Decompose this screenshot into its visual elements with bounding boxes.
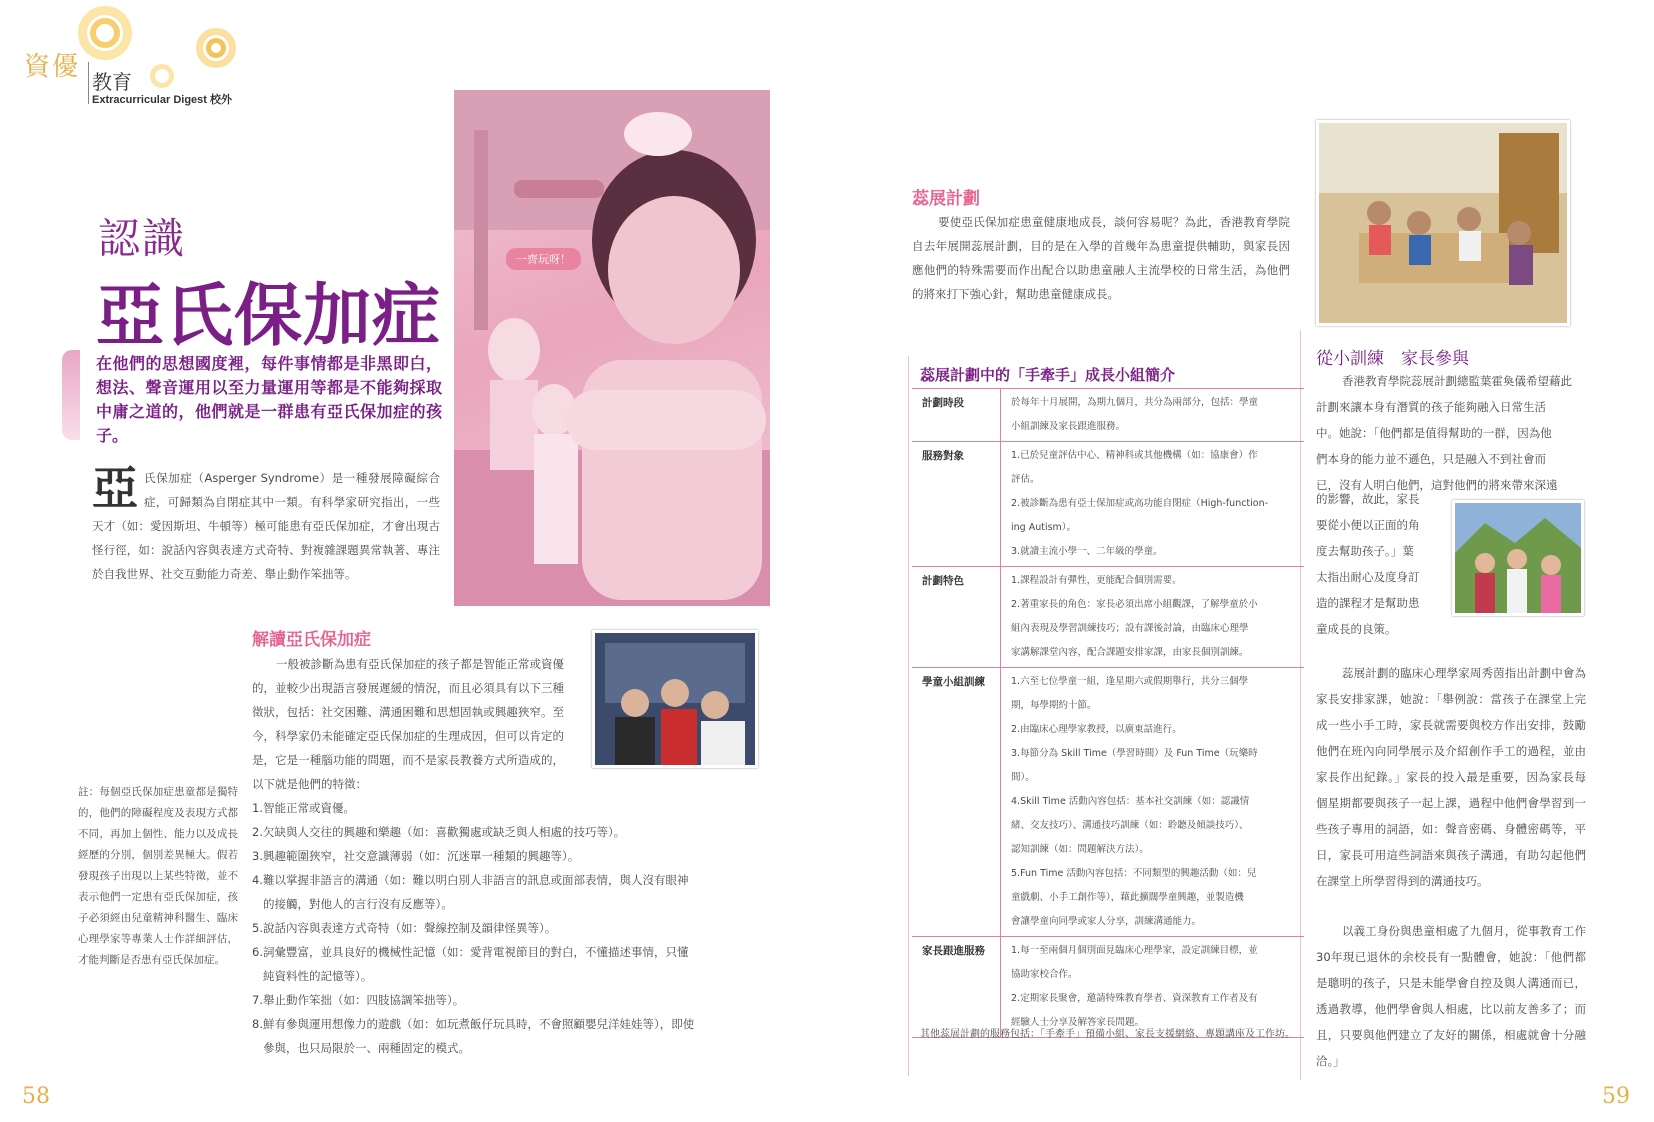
table-value-line: 3.就讀主流小學一、二年級的學童。: [1011, 546, 1163, 557]
table-value: [1000, 442, 1304, 566]
table-value-line: 1.已於兒童評估中心、精神科或其他機構（如：協康會）作: [1011, 450, 1258, 461]
table-value-line: 經驗人士分享及解答家長問題。: [1011, 1017, 1145, 1028]
table-value-line: 組內表現及學習訓練技巧；設有課後討論，由臨床心理學: [1011, 623, 1249, 634]
table-key: 計劃特色: [922, 575, 964, 587]
paragraph: 蕊展計劃的臨床心理學家周秀茵指出計劃中會為家長安排家課，她說：「舉例說：當孩子在課堂上完成一些小手工時，家長就需要與校方作出安排，鼓勵他們在班內向同學展示及介紹創作手工的過程，並由家長作出紀錄。」家長的投入最是重要，因為家長每個星期都要與孩子一起上課，過程中他們會學習到一些孩子專用的詞語，如：聲音密碼、身體密碼等，平日，家長可用這些詞語來與孩子溝通，有助勾起他們在課堂上所學習得到的溝通技巧。: [1316, 666, 1586, 888]
table-value: [1000, 567, 1304, 667]
table-row: [912, 389, 1304, 442]
magazine-subtitle: Extracurricular Digest 校外: [92, 94, 232, 106]
three-women-photo: [1452, 500, 1584, 616]
dropcap: 亞: [92, 461, 138, 515]
traits-list: [252, 796, 762, 1060]
girl-photo: [454, 90, 770, 606]
table-value-line: 1.課程設計有彈性，更能配合個別需要。: [1011, 575, 1182, 586]
table-value: [1000, 937, 1304, 1037]
table-value-line: 會讓學童向同學或家人分享，訓練溝通能力。: [1011, 916, 1202, 927]
footnote: 註：每個亞氏保加症患童都是獨特的，他們的障礙程度及表現方式都不同，再加上個性、能力以及成長經歷的分別，個別差異極大。假若發現孩子出現以上某些特徵，並不表示他們一定患有亞氏保加症，孩子必須經由兒童精神科醫生、臨床心理學家等專業人士作詳細評估，才能判斷是否患有亞氏保加症。: [78, 786, 238, 966]
table-value-line: 2.由臨床心理學家教授，以廣東話進行。: [1011, 724, 1182, 735]
table-value-line: 緒、交友技巧）、溝通技巧訓練（如：聆聽及傾談技巧）、: [1011, 820, 1249, 831]
section-body-narrow: [1316, 486, 1456, 642]
program-table: [912, 388, 1304, 1038]
children-class-photo: [592, 630, 758, 768]
column-divider: [908, 356, 909, 1076]
table-value-line: 3.每節分為 Skill Time（學習時間）及 Fun Time（玩樂時: [1011, 748, 1258, 759]
table-value-line: 1.每一至兩個月個別面見臨床心理學家，設定訓練目標，並: [1011, 945, 1258, 956]
table-value-line: 2.著重家長的角色：家長必須出席小組觀課，了解學童於小: [1011, 599, 1258, 610]
table-title: 蕊展計劃中的「手牽手」成長小組簡介: [920, 366, 1176, 384]
section-body-top: [1316, 368, 1586, 498]
table-key: 家長跟進服務: [922, 945, 985, 957]
table-note: 其他蕊展計劃的服務包括：「手牽手」預備小組、家長支援網絡、專題講座及工作坊。: [920, 1029, 1295, 1040]
article-title-line1: 認識: [98, 214, 187, 263]
text-line: 造的課程才是幫助患: [1316, 596, 1420, 610]
body-paragraph: [92, 461, 440, 586]
table-value-line: 2.被診斷為患有亞士保加症或高功能自閉症（High-function-: [1011, 498, 1269, 509]
trait-item: 的接觸，對他人的言行沒有反應等）。: [252, 897, 453, 911]
table-key: 服務對象: [922, 450, 964, 462]
trait-item: 2.欠缺與人交往的興趣和樂趣（如：喜歡獨處或缺乏與人相處的技巧等）。: [252, 825, 626, 839]
table-value-line: 4.Skill Time 活動內容包括：基本社交訓練（如：認識情: [1011, 796, 1250, 807]
table-value-line: 認知訓練（如：問題解決方法）。: [1011, 844, 1149, 855]
table-value-line: 2.定期家長聚會，邀請特殊教育學者、資深教育工作者及有: [1011, 993, 1258, 1004]
text-line: 童成長的良策。: [1316, 622, 1397, 636]
page-number-left: 58: [22, 1084, 50, 1109]
trait-item: 7.舉止動作笨拙（如：四肢協調笨拙等）。: [252, 993, 465, 1007]
table-key: 計劃時段: [922, 397, 964, 409]
text-line: 度去幫助孩子。」葉: [1316, 544, 1414, 558]
table-value: [1000, 668, 1304, 936]
table-value-line: 協助家校合作。: [1011, 969, 1078, 980]
speech-bubble: 一齊玩呀！: [506, 248, 581, 270]
table-value-line: 小組訓練及家長跟進服務。: [1011, 421, 1126, 432]
classroom-photo: [1316, 120, 1570, 326]
section-heading: 從小訓練 家長參與: [1316, 349, 1469, 369]
table-row: [912, 937, 1304, 1038]
table-row: [912, 668, 1304, 937]
table-value-line: 5.Fun Time 活動內容包括：不同類型的興趣活動（如：兒: [1011, 868, 1257, 879]
trait-item: 5.說話內容與表達方式奇特（如：聲線控制及韻律怪異等）。: [252, 921, 557, 935]
table-value: [1000, 389, 1304, 441]
table-value-line: 於每年十月展開，為期九個月，共分為兩部分，包括：學童: [1011, 397, 1259, 408]
header-divider: [88, 62, 89, 104]
paragraph: 以義工身份與患童相處了九個月，從事教育工作30年現已退休的余校長有一點體會，她說：「他們都是聰明的孩子，只是未能學會自控及與人溝通而已，透過教導，他們學會與人相處，比以前友善多了；而且，只要與他們建立了友好的關係，相處就會十分融洽。」: [1316, 924, 1586, 1068]
text-line: 香港教育學院蕊展計劃總監葉霍奐儀希望藉此: [1342, 374, 1572, 388]
text-line: 的影響，故此，家長: [1316, 492, 1420, 506]
table-value-line: ing Autism）。: [1011, 522, 1077, 533]
text-line: 要從小便以正面的角: [1316, 518, 1420, 532]
section-heading: 解讀亞氏保加症: [252, 630, 371, 650]
trait-item: 6.詞彙豐富，並具良好的機械性記憶（如：愛背電視節目的對白，不懂描述事情，只懂: [252, 945, 689, 959]
section-title-big: 資優: [24, 52, 81, 82]
table-value-line: 期，每學期約十節。: [1011, 700, 1097, 711]
section-body: 要使亞氏保加症患童健康地成長，談何容易呢？為此，香港教育學院自去年展開蕊展計劃，目的是在入學的首幾年為患童提供輔助，與家長因應他們的特殊需要而作出配合以助患童融人主流學校的日常生活，為他們的將來打下強心針，幫助患童健康成長。: [912, 215, 1290, 301]
body-text: 氏保加症（Asperger Syndrome）是一種發展障礙綜合症，可歸類為自閉症其中一類。有科學家研究指出，一些天才（如：愛因斯坦、牛頓等）極可能患有亞氏保加症，才會出現古怪行徑，如：說話內容與表達方式奇特、對複雜課題異常執著、專注於自我世界、社交互動能力奇差、舉止動作笨拙等。: [92, 471, 440, 581]
article-title-line2: 亞氏保加症: [96, 277, 442, 356]
table-value-line: 1.六至七位學童一組，逢星期六或假期舉行，共分三個學: [1011, 676, 1249, 687]
table-row: [912, 567, 1304, 668]
text-line: 們本身的能力並不遜色，只是融入不到社會而: [1316, 452, 1546, 466]
table-value-line: 家講解課堂內容，配合課題安排家課，由家長個別訓練。: [1011, 647, 1249, 658]
section-body: 一般被診斷為患有亞氏保加症的孩子都是智能正常或資優的，並較少出現語言發展遲緩的情況，而且必須具有以下三種徵狀，包括：社交困難、溝通困難和思想固執或興趣狹窄。至今，科學家仍未能確定亞氏保加症的生理成因，但可以肯定的是，它是一種腦功能的問題，而不是家長教養方式所造成的，以下就是他們的特徵：: [252, 657, 564, 791]
trait-item: 參與，也只局限於一、兩種固定的模式。: [252, 1041, 470, 1055]
text-line: 計劃來讓本身有潛質的孩子能夠融入日常生活: [1316, 400, 1546, 414]
text-line: 中。她說：「他們都是值得幫助的一群，因為他: [1316, 426, 1552, 440]
decor-ring: [90, 18, 120, 48]
intro-accent-bar: [62, 350, 80, 440]
table-value-line: 評估。: [1011, 474, 1040, 485]
intro-paragraph: 在他們的思想國度裡，每件事情都是非黑即白，想法、聲音運用以至力量運用等都是不能夠採取中庸之道的，他們就是一群患有亞氏保加症的孩子。: [96, 354, 442, 445]
table-key: 學童小組訓練: [922, 676, 985, 688]
trait-item: 純資料性的記憶等）。: [252, 969, 373, 983]
trait-item: 4.難以掌握非語言的溝通（如：難以明白別人非語言的訊息或面部表情，與人沒有眼神: [252, 873, 689, 887]
text-line: 太指出耐心及度身訂: [1316, 570, 1420, 584]
trait-item: 3.興趣範圍狹窄，社交意識薄弱（如：沉迷單一種類的興趣等）。: [252, 849, 580, 863]
text-line: 已，沒有人明白他們，這對他們的將來帶來深遠: [1316, 478, 1558, 492]
table-value-line: 間）。: [1011, 772, 1035, 783]
table-row: [912, 442, 1304, 567]
section-title-small: 教育: [92, 70, 132, 94]
page-number-right: 59: [1602, 1084, 1630, 1109]
table-value-line: 童戲劇、小手工創作等），藉此擴闊學童興趣，並製造機: [1011, 892, 1244, 903]
decor-ring: [206, 38, 226, 58]
section-heading: 蕊展計劃: [912, 189, 980, 209]
decor-ring: [150, 64, 174, 88]
trait-item: 8.鮮有參與運用想像力的遊戲（如：如玩煮飯仔玩具時，不會照顧嬰兒洋娃娃等），即使: [252, 1017, 695, 1031]
trait-item: 1.智能正常或資優。: [252, 801, 355, 815]
